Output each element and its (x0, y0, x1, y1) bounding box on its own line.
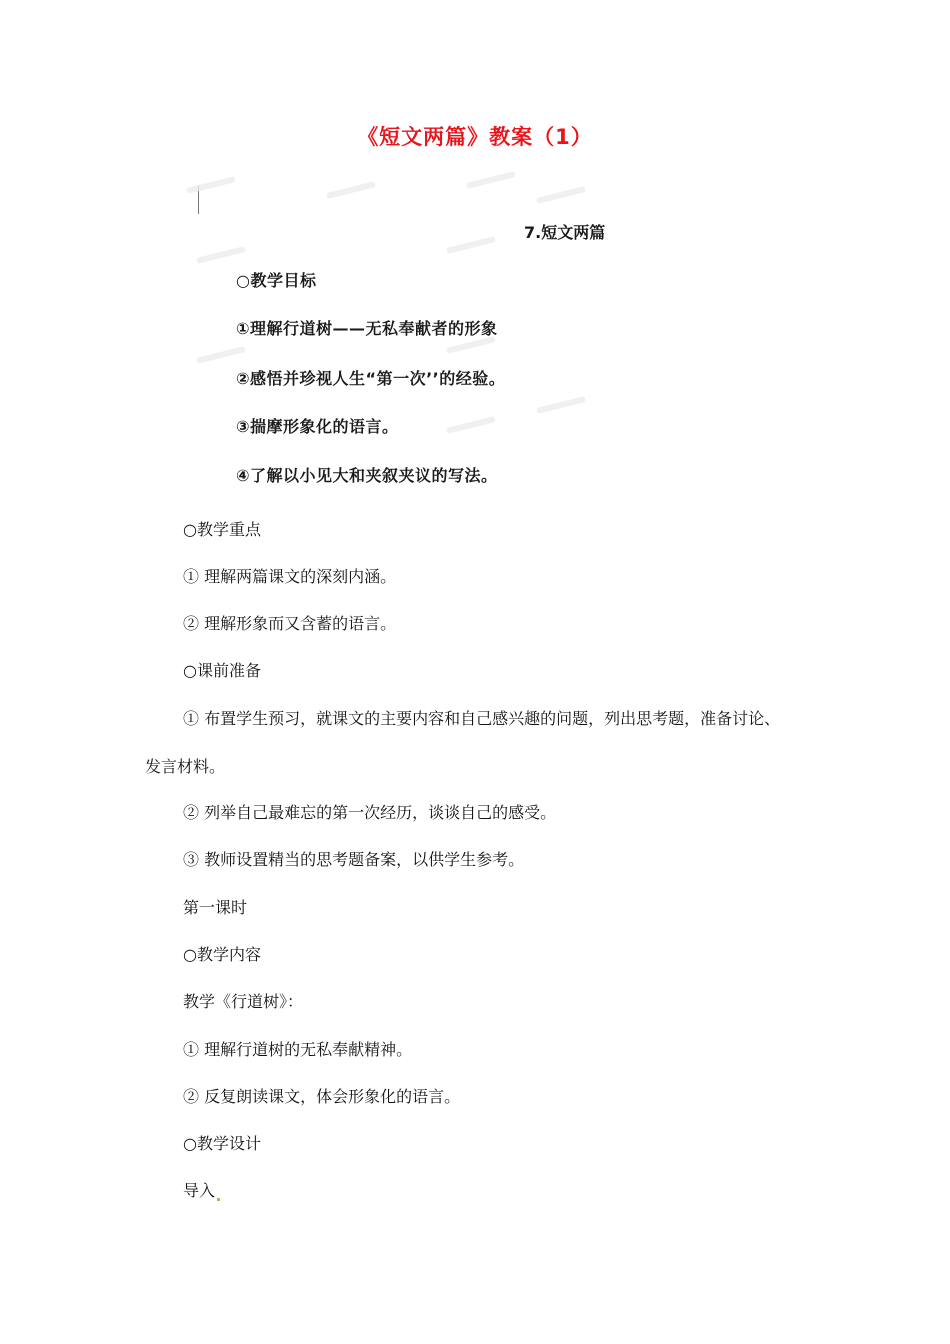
excerpt-heading: 7.短文两篇 (524, 223, 606, 242)
excerpt-line: ②感悟并珍视人生“第一次’’的经验。 (236, 369, 506, 388)
section-heading-focus: ○教学重点 (183, 520, 261, 539)
excerpt-line: ①理解行道树——无私奉献者的形象 (236, 319, 498, 338)
intro-label: 导入 (183, 1181, 216, 1200)
excerpt-line: ○教学目标 (236, 271, 317, 290)
scanned-excerpt (236, 212, 656, 492)
watermark-mark (536, 396, 586, 414)
section-heading-content: ○教学内容 (183, 945, 261, 964)
content-item: ① 理解行道树的无私奉献精神。 (183, 1040, 413, 1059)
excerpt-line: ③揣摩形象化的语言。 (236, 417, 399, 436)
watermark-mark (466, 171, 516, 189)
preparation-item: ① 布置学生预习，就课文的主要内容和自己感兴趣的问题，列出思考题，准备讨论、 (183, 709, 781, 728)
lesson-label: 第一课时 (183, 898, 248, 917)
watermark-mark (446, 416, 496, 434)
page-title: 《短文两篇》教案（1） (357, 125, 593, 149)
watermark-mark (196, 346, 246, 364)
preparation-item: ② 列举自己最难忘的第一次经历，谈谈自己的感受。 (183, 803, 557, 822)
focus-item: ② 理解形象而又含蓄的语言。 (183, 614, 397, 633)
watermark-mark (446, 236, 496, 254)
watermark-mark (186, 176, 236, 194)
content-intro: 教学《行道树》： (183, 992, 304, 1011)
section-heading-preparation: ○课前准备 (183, 661, 261, 680)
watermark-mark (326, 181, 376, 199)
preparation-item-continued: 发言材料。 (145, 757, 226, 776)
intro-label-row (183, 1181, 220, 1201)
excerpt-line: ④了解以小见大和夹叙夹议的写法。 (236, 466, 498, 485)
content-item: ② 反复朗读课文，体会形象化的语言。 (183, 1087, 461, 1106)
preparation-item: ③ 教师设置精当的思考题备案，以供学生参考。 (183, 850, 525, 869)
section-heading-design: ○教学设计 (183, 1134, 261, 1153)
watermark-mark (196, 246, 246, 264)
mark-dot-icon (217, 1198, 220, 1201)
focus-item: ① 理解两篇课文的深刻内涵。 (183, 567, 397, 586)
watermark-mark (536, 186, 586, 204)
